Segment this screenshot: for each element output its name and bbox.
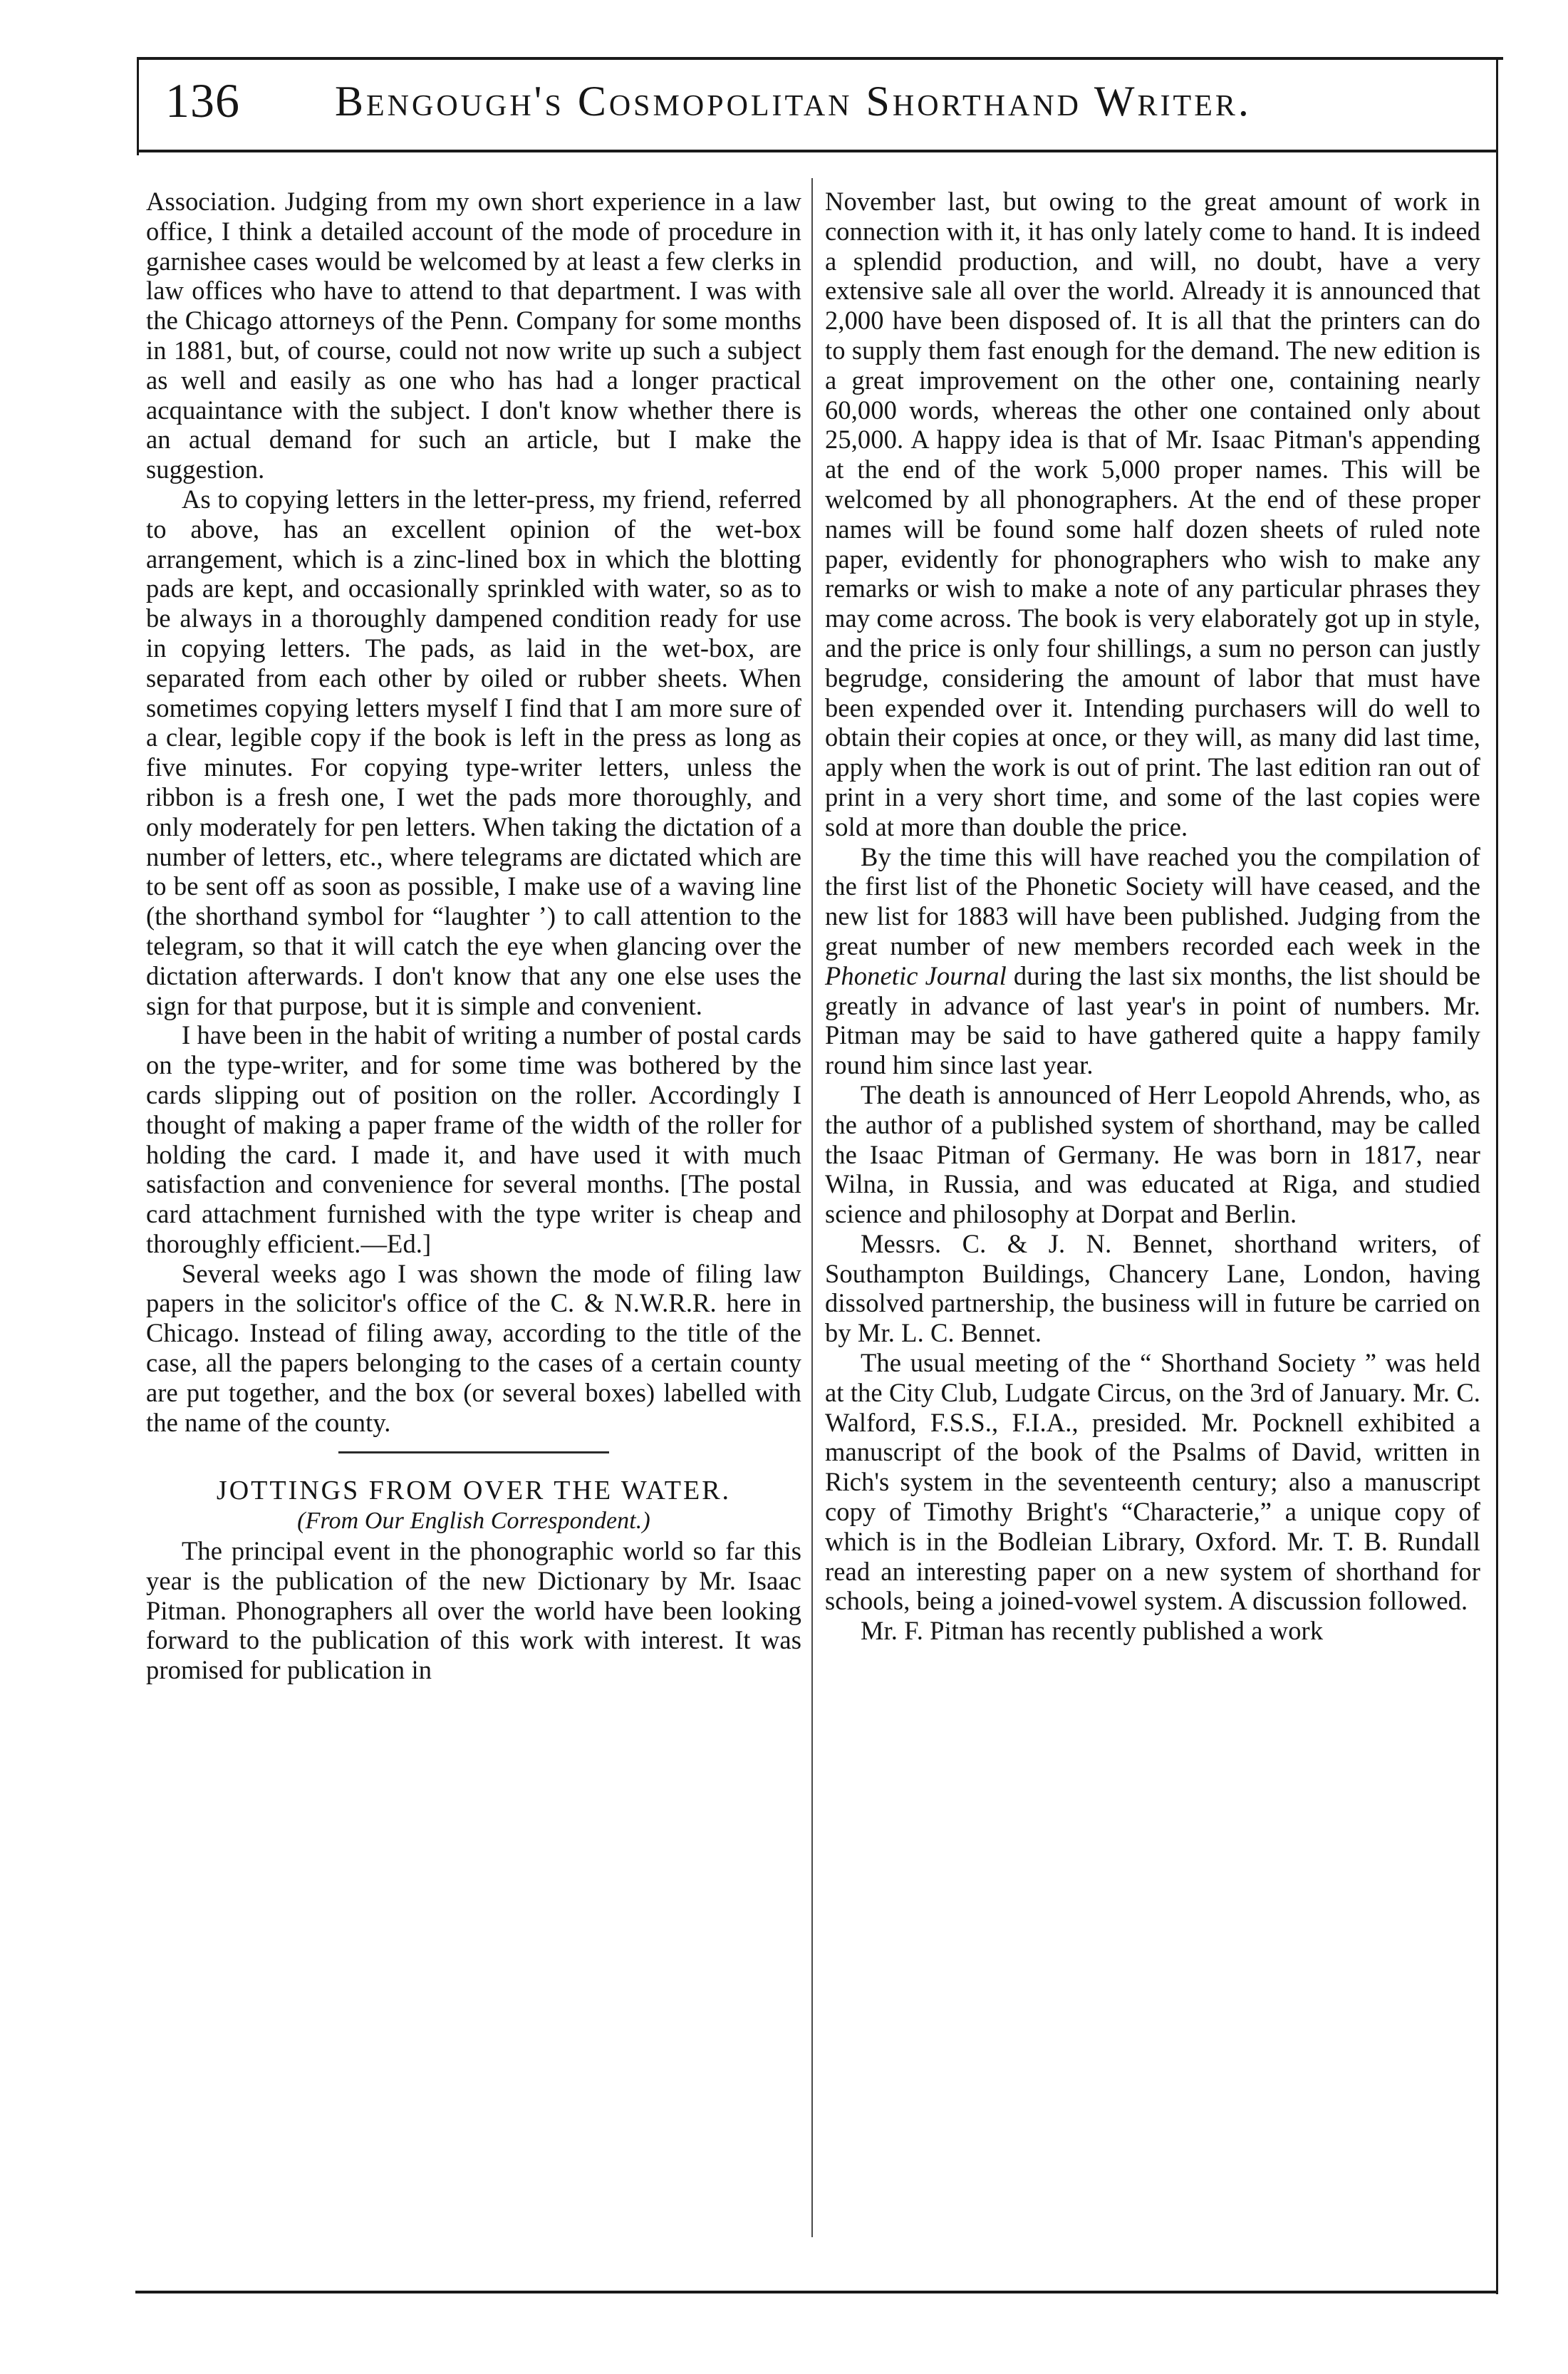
journal-title: Phonetic Journal — [825, 960, 1007, 990]
section-subtitle: (From Our English Correspondent.) — [297, 1508, 650, 1535]
paragraph-text: By the time this will have reached you the compilation of the first list of the Phonetic Society will have ceased, and the new list for 1883 will have been published. Judging from the great number of new members recorded each week in the — [825, 841, 1480, 960]
header-rule — [139, 150, 1496, 152]
paragraph: Several weeks ago I was shown the mode of filing law papers in the solicitor's office of the C. & N.W.R.R. here in Chicago. Instead of filing away, according to the title of the case, all the papers belonging to the cases of a certain county are put together, and the box (or several boxes) labelled with the name of the county. — [146, 1258, 801, 1437]
paragraph: I have been in the habit of writing a number of postal cards on the type-writer, and for some time was bothered by the cards slipping out of position on the roller. Accordingly I thought of making a paper frame of the width of the roller for holding the card. I made it, and have used it with much satisfaction and convenience for several months. [The postal card attachment furnished with the type writer is cheap and thoroughly efficient.—Ed.] — [146, 1020, 801, 1258]
paragraph: As to copying letters in the letter-press, my friend, referred to above, has an excellent opinion of the wet-box arrangement, which is a zinc-lined box in which the blotting pads are kept, and occasionally sprinkled with water, so as to be always in a thoroughly dampened condition ready for use in copying letters. The pads, as laid in the wet-box, are separated from each other by oiled or rubber sheets. When sometimes copying letters myself I find that I am more sure of a clear, legible copy if the book is left in the press as long as five minutes. For copying type-writer letters, unless the ribbon is a fresh one, I wet the pads more thoroughly, and only moderately for pen letters. When taking the dictation of a number of letters, etc., where telegrams are dictated which are to be sent off as soon as possible, I make use of a waving line (the shorthand symbol for “laughter ’) to call attention to the telegram, so that it will catch the eye when glancing over the dictation afterwards. I don't know that any one else uses the sign for that purpose, but it is simple and convenient. — [146, 484, 801, 1020]
frame-right-rule — [1496, 57, 1498, 2294]
page-number: 136 — [165, 73, 240, 128]
paragraph: The principal event in the phonographic world so far this year is the publication of the new Dictionary by Mr. Isaac Pitman. Phonographers all over the world have been looking forward to the publication of this work with interest. It was promised for publication in — [146, 1536, 801, 1685]
right-column — [825, 187, 1480, 1646]
paragraph: November last, but owing to the great amount of work in connection with it, it has only lately come to hand. It is indeed a splendid production, and will, no doubt, have a very extensive sale all over the world. Already it is announced that 2,000 have been disposed of. It is all that the printers can do to supply them fast enough for the demand. The new edition is a great improvement on the other one, containing nearly 60,000 words, whereas the other one contained only about 25,000. A happy idea is that of Mr. Isaac Pitman's appending at the end of the work 5,000 proper names. This will be welcomed by all phonographers. At the end of these proper names will be found some half dozen sheets of ruled note paper, evidently for phonographers who wish to make any remarks or wish to make a note of any particular phrases they may come across. The book is very elaborately got up in style, and the price is only four shillings, a sum no person can justly begrudge, considering the amount of labor that must have been expended over it. Intending purchasers will do well to obtain their copies at once, or they will, as many did last time, apply when the work is out of print. The last edition ran out of print in a very short time, and some of the last copies were sold at more than double the price. — [825, 187, 1480, 841]
paragraph — [825, 842, 1480, 1080]
section-divider — [338, 1451, 609, 1453]
paragraph: The death is announced of Herr Leopold Ahrends, who, as the author of a published system of shorthand, may be called the Isaac Pitman of Germany. He was born in 1817, near Wilna, in Russia, and was educated at Riga, and studied science and philosophy at Dorpat and Berlin. — [825, 1079, 1480, 1229]
paragraph: Mr. F. Pitman has recently published a work — [861, 1616, 1324, 1646]
column-divider — [811, 178, 813, 2237]
top-rule — [139, 57, 1503, 60]
bottom-rule — [135, 2291, 1496, 2293]
section-title: JOTTINGS FROM OVER THE WATER. — [216, 1476, 732, 1506]
paragraph: Messrs. C. & J. N. Bennet, shorthand writers, of Southampton Buildings, Chancery Lane, London, having dissolved partnership, the business will in future be carried on by Mr. L. C. Bennet. — [825, 1228, 1480, 1348]
frame-left-rule — [137, 57, 139, 155]
running-title: Bengough's Cosmopolitan Shorthand Writer. — [335, 78, 1252, 125]
paragraph: The usual meeting of the “ Shorthand Society ” was held at the City Club, Ludgate Circus, on the 3rd of January. Mr. C. Walford, F.S.S., F.I.A., presided. Mr. Pocknell exhibited a manuscript of the book of the Psalms of David, written in Rich's system in the seventeenth century; also a manuscript copy of Timothy Bright's “Characterie,” a unique copy of which is in the Bodleian Library, Oxford. Mr. T. B. Rundall read an interesting paper on a new system of shorthand for schools, being a joined-vowel system. A discussion followed. — [825, 1348, 1480, 1616]
paragraph: Association. Judging from my own short experience in a law office, I think a detailed account of the mode of procedure in garnishee cases would be welcomed by at least a few clerks in law offices who have to attend to that department. I was with the Chicago attorneys of the Penn. Company for some months in 1881, but, of course, could not now write up such a subject as well and easily as one who has had a longer practical acquaintance with the subject. I don't know whether there is an actual demand for such an article, but I make the suggestion. — [146, 187, 801, 484]
paragraph-text: during the last six months, the list should be greatly in advance of last year's in point of numbers. Mr. Pitman may be said to have gathered quite a happy family round him since last year. — [825, 960, 1480, 1080]
left-column — [146, 187, 801, 1685]
